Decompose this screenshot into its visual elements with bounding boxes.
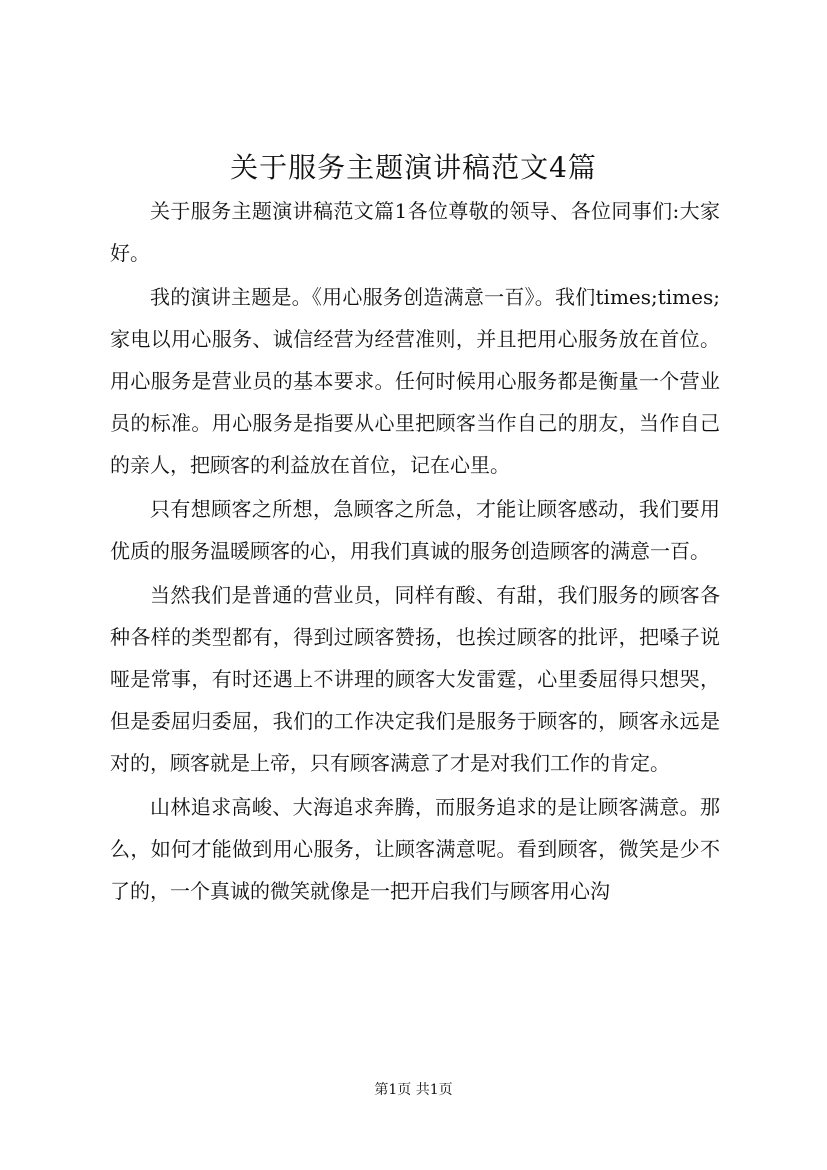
paragraph-5: 山林追求高峻、大海追求奔腾，而服务追求的是让顾客满意。那么，如何才能做到用心服务，让顾客满意呢。看到顾客，微笑是少不了的，一个真诚的微笑就像是一把开启我们与顾客用心沟 <box>110 795 720 903</box>
paragraph-3: 只有想顾客之所想，急顾客之所急，才能让顾客感动，我们要用优质的服务温暖顾客的心，用我们真诚的服务创造顾客的满意一百。 <box>110 497 720 563</box>
document-body <box>110 190 720 914</box>
paragraph-2: 我的演讲主题是。《用心服务创造满意一百》。我们times;times;家电以用心服务、诚信经营为经营准则，并且把用心服务放在首位。用心服务是营业员的基本要求。任何时候用心服务都是衡量一个营业员的标准。用心服务是指要从心里把顾客当作自己的朋友，当作自己的亲人，把顾客的利益放在首位，记在心里。 <box>110 285 720 477</box>
page-footer: 第1页 共1页 <box>374 1082 453 1098</box>
paragraph-1: 关于服务主题演讲稿范文篇1各位尊敬的领导、各位同事们:大家好。 <box>110 199 720 265</box>
paragraph-4: 当然我们是普通的营业员，同样有酸、有甜，我们服务的顾客各种各样的类型都有，得到过顾客赞扬，也挨过顾客的批评，把嗓子说哑是常事，有时还遇上不讲理的顾客大发雷霆，心里委屈得只想哭，但是委屈归委屈，我们的工作决定我们是服务于顾客的，顾客永远是对的，顾客就是上帝，只有顾客满意了才是对我们工作的肯定。 <box>110 583 720 775</box>
document-title: 关于服务主题演讲稿范文4篇 <box>230 151 597 184</box>
